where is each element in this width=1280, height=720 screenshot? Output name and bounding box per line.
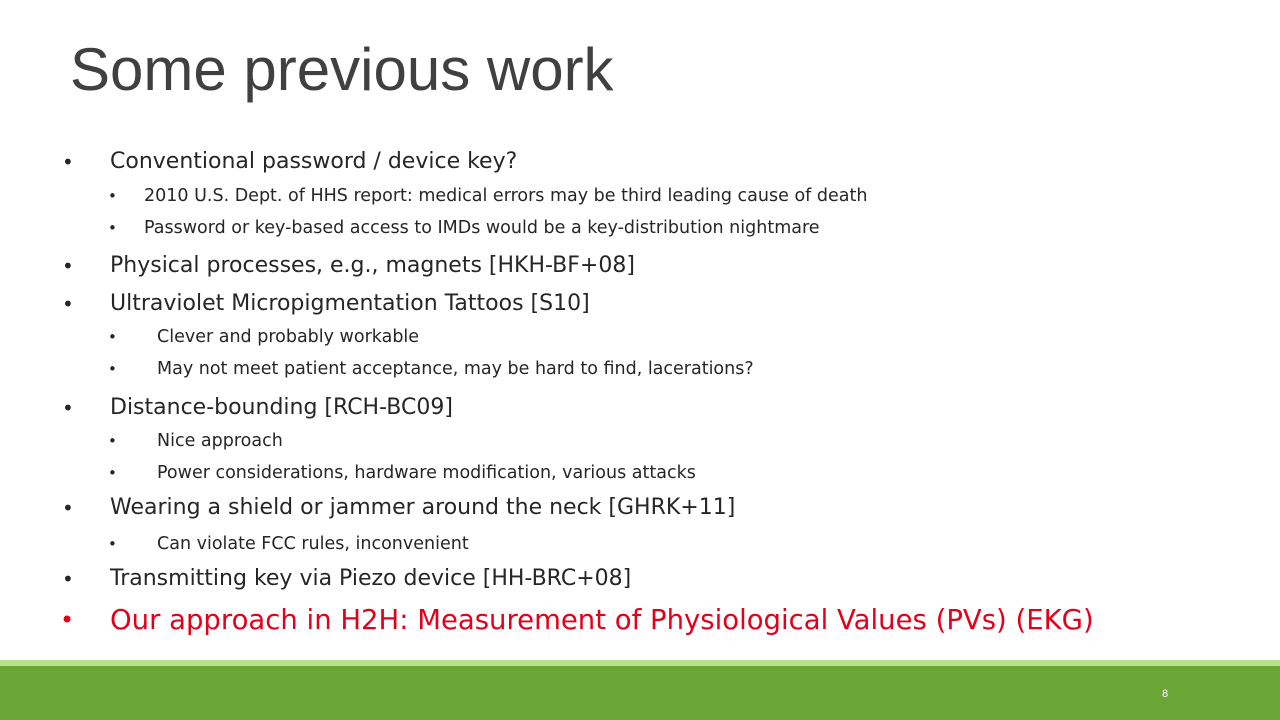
bullet-text: Physical processes, e.g., magnets [HKH-BF+08]	[110, 253, 635, 278]
bullet-icon: •	[62, 496, 74, 520]
bullet-icon: •	[108, 360, 117, 378]
bullet-icon: •	[62, 396, 74, 420]
bullet-icon: •	[108, 219, 117, 237]
bullet-text: Ultraviolet Micropigmentation Tattoos [S10]	[110, 291, 590, 316]
bullet-icon: •	[60, 606, 75, 634]
bullet-icon: •	[62, 254, 74, 278]
footer-bar	[0, 666, 1280, 720]
bullet-icon: •	[108, 187, 117, 205]
page-number: 8	[1161, 688, 1169, 700]
bullet-icon: •	[62, 567, 74, 591]
bullet-text: Our approach in H2H: Measurement of Physiological Values (PVs) (EKG)	[110, 604, 1094, 636]
bullet-icon: •	[62, 150, 74, 174]
bullet-icon: •	[108, 328, 117, 346]
bullet-text: Transmitting key via Piezo device [HH-BRC+08]	[110, 566, 632, 591]
bullet-icon: •	[62, 292, 74, 316]
bullet-text: Clever and probably workable	[157, 327, 420, 347]
bullet-text: Conventional password / device key?	[110, 149, 518, 174]
bullet-text: Nice approach	[157, 431, 283, 451]
bullet-text: Password or key-based access to IMDs would be a key-distribution nightmare	[144, 218, 820, 238]
bullet-text: Power considerations, hardware modification, various attacks	[157, 463, 696, 483]
bullet-text: Can violate FCC rules, inconvenient	[157, 534, 469, 554]
bullet-text: 2010 U.S. Dept. of HHS report: medical errors may be third leading cause of death	[144, 186, 868, 206]
bullet-icon: •	[108, 535, 117, 553]
bullet-text: May not meet patient acceptance, may be hard to find, lacerations?	[157, 359, 754, 379]
bullet-icon: •	[108, 464, 117, 482]
bullet-text: Wearing a shield or jammer around the neck [GHRK+11]	[110, 495, 736, 520]
slide-title: Some previous work	[70, 36, 614, 103]
bullet-icon: •	[108, 432, 117, 450]
bullet-text: Distance-bounding [RCH-BC09]	[110, 395, 453, 420]
